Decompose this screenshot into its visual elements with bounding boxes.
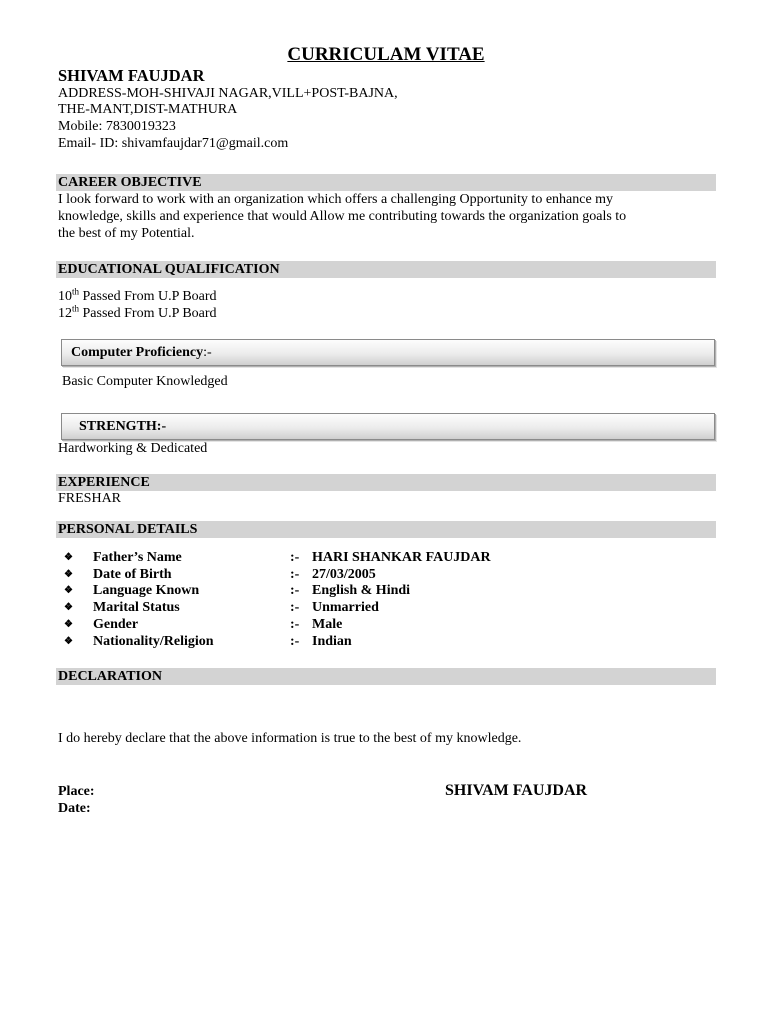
personal-detail-row: ❖ Language Known :- English & Hindi xyxy=(64,583,411,598)
personal-detail-row: ❖ Father’s Name :- HARI SHANKAR FAUJDAR xyxy=(64,550,491,565)
strength-heading: STRENGTH:- xyxy=(61,413,715,440)
email-address: Email- ID: shivamfaujdar71@gmail.com xyxy=(58,136,289,151)
personal-detail-row: ❖ Nationality/Religion :- Indian xyxy=(64,634,352,649)
strength-text: Hardworking & Dedicated xyxy=(58,441,208,456)
career-objective-line-2: knowledge, skills and experience that would Allow me contributing towards the organization goals to xyxy=(58,209,627,224)
declaration-text: I do hereby declare that the above information is true to the best of my knowledge. xyxy=(58,731,522,746)
education-item: 12th Passed From U.P Board xyxy=(58,303,217,321)
personal-detail-row: ❖ Date of Birth :- 27/03/2005 xyxy=(64,567,376,582)
personal-details-heading: PERSONAL DETAILS xyxy=(56,521,716,538)
career-objective-heading: CAREER OBJECTIVE xyxy=(56,174,716,191)
mobile-number: Mobile: 7830019323 xyxy=(58,119,176,134)
address-line-2: THE-MANT,DIST-MATHURA xyxy=(58,102,238,117)
diamond-bullet-icon: ❖ xyxy=(64,602,73,613)
diamond-bullet-icon: ❖ xyxy=(64,585,73,596)
computer-proficiency-heading: Computer Proficiency:- xyxy=(61,339,715,366)
date-label: Date: xyxy=(58,801,91,816)
place-label: Place: xyxy=(58,784,95,799)
diamond-bullet-icon: ❖ xyxy=(64,552,73,563)
address-line-1: ADDRESS-MOH-SHIVAJI NAGAR,VILL+POST-BAJNA, xyxy=(58,86,398,101)
document-title: CURRICULAM VITAE xyxy=(287,44,485,65)
diamond-bullet-icon: ❖ xyxy=(64,569,73,580)
experience-heading: EXPERIENCE xyxy=(56,474,716,491)
career-objective-line-3: the best of my Potential. xyxy=(58,226,195,241)
personal-detail-row: ❖ Marital Status :- Unmarried xyxy=(64,600,379,615)
computer-proficiency-text: Basic Computer Knowledged xyxy=(62,374,228,389)
experience-text: FRESHAR xyxy=(58,491,122,506)
education-item: 10th Passed From U.P Board xyxy=(58,286,217,304)
diamond-bullet-icon: ❖ xyxy=(64,636,73,647)
education-heading: EDUCATIONAL QUALIFICATION xyxy=(56,261,716,278)
declaration-heading: DECLARATION xyxy=(56,668,716,685)
personal-detail-row: ❖ Gender :- Male xyxy=(64,617,343,632)
career-objective-line-1: I look forward to work with an organization which offers a challenging Opportunity to enhance my xyxy=(58,192,614,207)
diamond-bullet-icon: ❖ xyxy=(64,619,73,630)
candidate-name: SHIVAM FAUJDAR xyxy=(58,66,205,85)
signature-name: SHIVAM FAUJDAR xyxy=(445,782,588,799)
